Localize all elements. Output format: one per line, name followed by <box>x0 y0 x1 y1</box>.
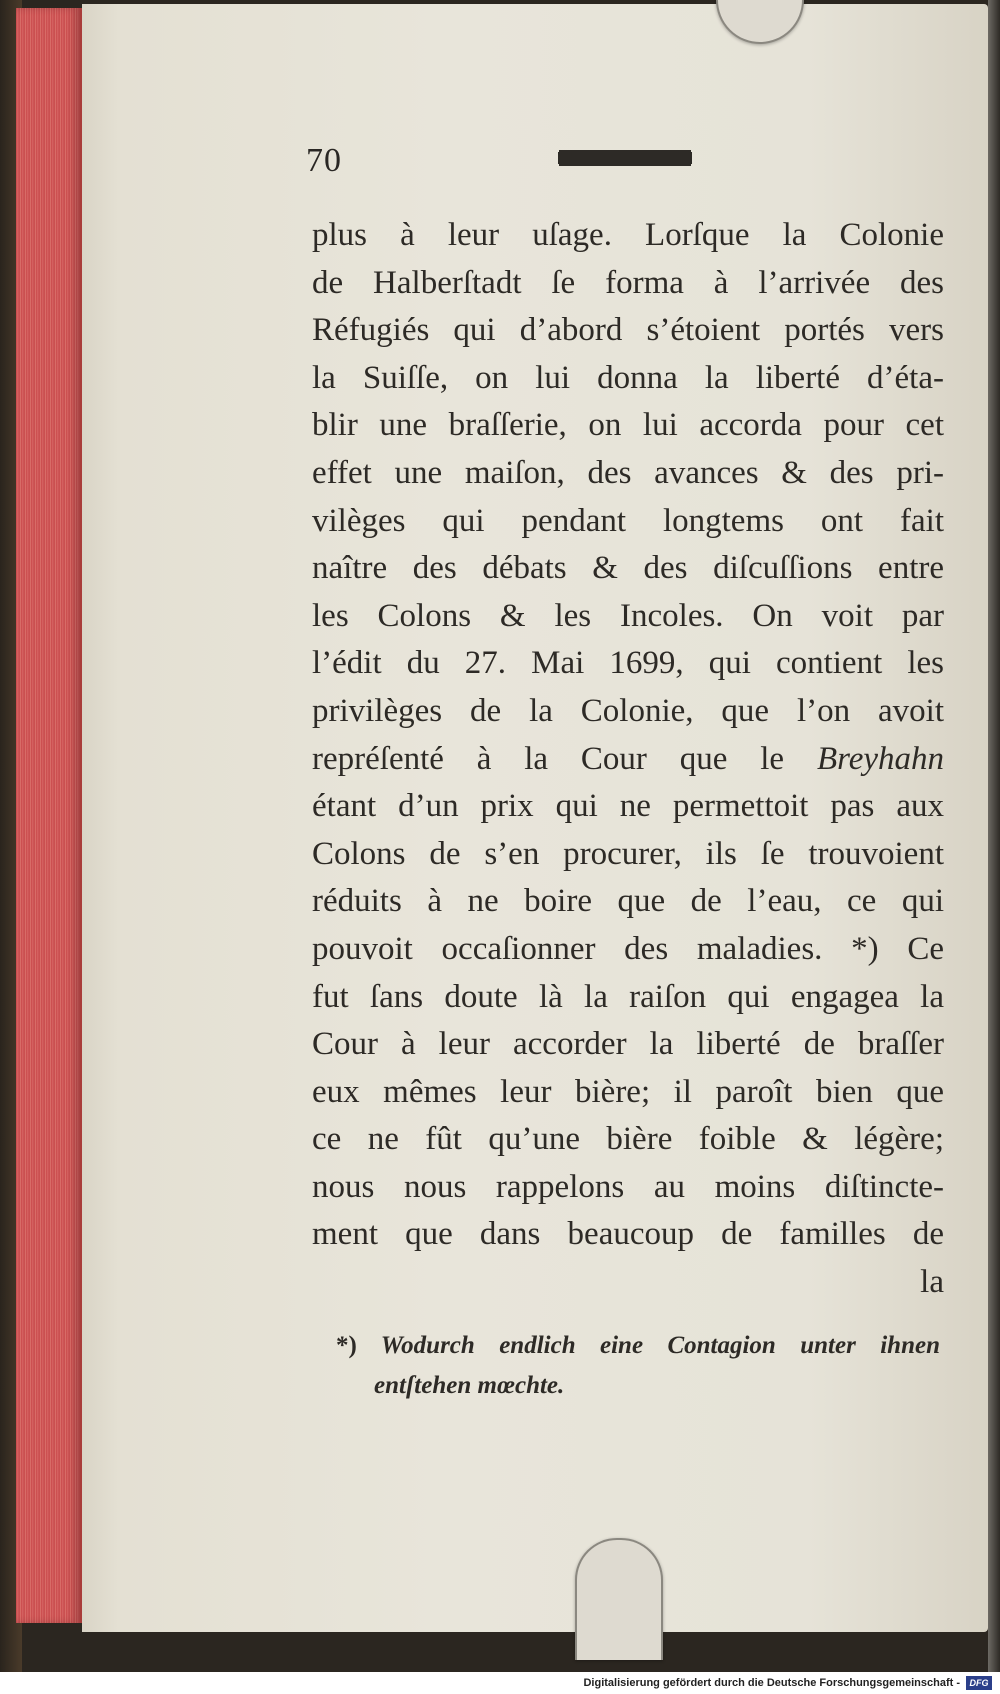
text-line: l’édit du 27. Mai 1699, qui contient les <box>312 645 944 682</box>
text-line: effet une maiſon, des avances & des pri- <box>312 454 944 491</box>
text-line: vilèges qui pendant longtems ont fait <box>312 502 944 539</box>
text-line-segment: repréſenté à la Cour que le <box>312 740 785 777</box>
footnote-text: Wodurch endlich eine Contagion unter ihnen <box>380 1332 940 1359</box>
text-line: eux mêmes leur bière; il paroît bien que <box>312 1073 944 1110</box>
header-ornament-rule <box>558 152 692 164</box>
footnote <box>336 1326 940 1406</box>
text-line: la Suiſſe, on lui donna la liberté d’éta- <box>312 359 944 396</box>
footnote-marker: *) <box>336 1332 357 1359</box>
text-line-with-italic <box>312 736 944 784</box>
text-line: de Halberſtadt ſe forma à l’arrivée des <box>312 264 944 301</box>
text-line: privilèges de la Colonie, que l’on avoit <box>312 692 944 729</box>
body-text <box>312 212 944 1307</box>
book-right-edge <box>988 0 1000 1672</box>
page-clip-bottom <box>575 1538 663 1660</box>
text-line: blir une braſſerie, on lui accorda pour cet <box>312 407 944 444</box>
funding-credit: Digitalisierung gefördert durch die Deutsche Forschungsgemeinschaft - <box>583 1677 960 1689</box>
text-line: plus à leur uſage. Lorſque la Colonie <box>312 217 944 253</box>
text-line: naître des débats & des diſcuſſions entre <box>312 550 944 587</box>
dfg-logo: DFG <box>966 1676 992 1690</box>
text-line: Colons de s’en procurer, ils ſe trouvoient <box>312 835 944 872</box>
text-line: fut ſans doute là la raiſon qui engagea la <box>312 978 944 1015</box>
catchword: la <box>920 1264 944 1301</box>
text-line: ce ne fût qu’une bière foible & légère; <box>312 1121 944 1158</box>
footnote-line <box>336 1326 940 1366</box>
italic-term: Breyhahn <box>816 740 945 777</box>
text-line: Cour à leur accorder la liberté de braſſer <box>312 1026 944 1063</box>
text-line: ment que dans beaucoup de familles de <box>312 1216 944 1253</box>
footnote-line: entſtehen mœchte. <box>374 1372 565 1399</box>
text-line: nous nous rappelons au moins diſtincte- <box>312 1168 944 1205</box>
text-line: Réfugiés qui d’abord s’étoient portés vers <box>312 312 944 349</box>
text-line: pouvoit occaſionner des maladies. *) Ce <box>312 930 944 967</box>
text-line: les Colons & les Incoles. On voit par <box>312 597 944 634</box>
text-line: réduits à ne boire que de l’eau, ce qui <box>312 883 944 920</box>
red-page-edges <box>16 8 82 1623</box>
page-number: 70 <box>306 142 342 179</box>
text-line: étant d’un prix qui ne permettoit pas aux <box>312 788 944 825</box>
credit-bar <box>0 1672 1000 1694</box>
